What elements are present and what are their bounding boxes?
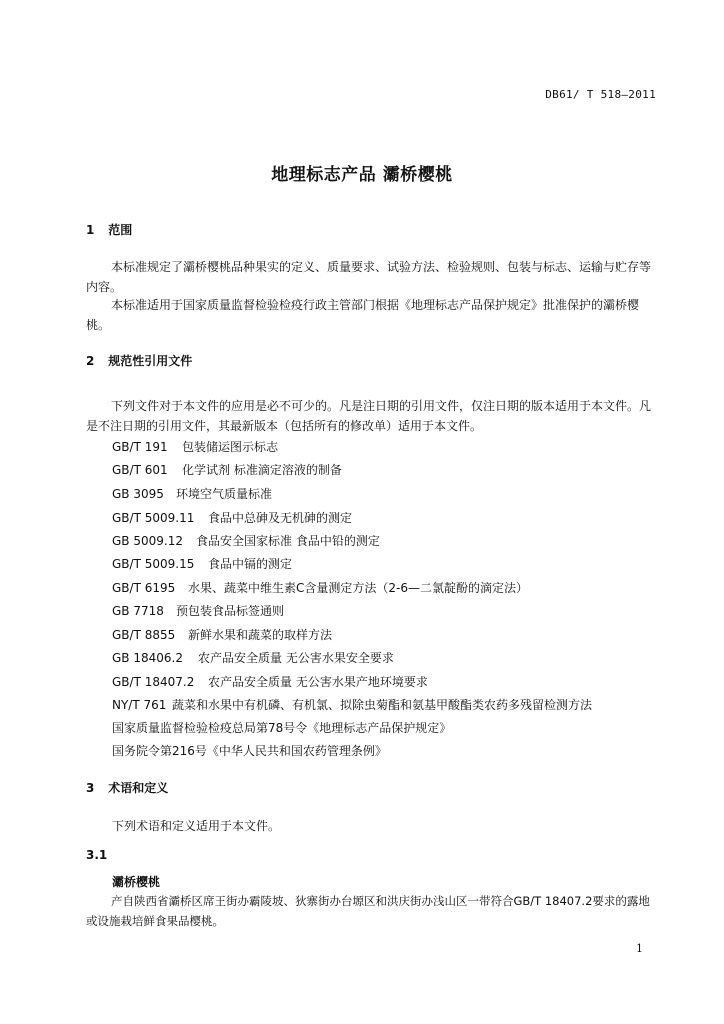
subsection-number: 3.1	[86, 848, 108, 862]
reference-title: 化学试剂 标准滴定溶液的制备	[182, 463, 342, 477]
reference-title: 预包装食品标签通则	[176, 604, 285, 618]
reference-title: 环境空气质量标准	[176, 487, 273, 501]
terms-intro: 下列术语和定义适用于本文件。	[112, 819, 281, 833]
term-name: 灞桥樱桃	[112, 875, 161, 889]
reference-item	[112, 578, 528, 598]
reference-title: 食品中总砷及无机砷的测定	[208, 511, 353, 525]
reference-code: GB 18406.2	[112, 651, 183, 665]
references-intro: 下列文件对于本文件的应用是必不可少的。凡是注日期的引用文件，仅注日期的版本适用于本文件。凡是不注日期的引用文件，其最新版本（包括所有的修改单）适用于本文件。	[86, 399, 652, 433]
section-title: 规范性引用文件	[108, 354, 193, 368]
reference-title: 农产品安全质量 无公害水果产地环境要求	[208, 675, 428, 689]
reference-item	[112, 460, 342, 480]
reference-code: GB/T 18407.2	[112, 675, 195, 689]
reference-item	[112, 625, 332, 645]
term-definition: 产自陕西省灞桥区席王街办霸陵坡、狄寨街办台塬区和洪庆街办浅山区一带符合GB/T 18407.2要求的露地或设施栽培鲜食果品樱桃。	[86, 894, 650, 928]
reference-title: 国家质量监督检验检疫总局第78号令《地理标志产品保护规定》	[112, 721, 452, 735]
section-title: 范围	[108, 223, 133, 237]
reference-title: 食品安全国家标准 食品中铅的测定	[196, 534, 380, 548]
reference-code: GB/T 191	[112, 440, 168, 454]
reference-code: GB/T 601	[112, 463, 168, 477]
reference-item	[112, 718, 451, 738]
reference-title: 国务院令第216号《中华人民共和国农药管理条例》	[112, 744, 387, 758]
section-number: 3	[86, 781, 95, 795]
reference-title: 食品中镉的测定	[208, 557, 293, 571]
scope-paragraph-2: 本标准适用于国家质量监督检验检疫行政主管部门根据《地理标志产品保护规定》批准保护的灞桥樱桃。	[86, 298, 640, 332]
reference-item	[112, 437, 278, 457]
reference-code: GB 7718	[112, 604, 164, 618]
reference-title: 包装储运图示标志	[182, 440, 279, 454]
reference-item	[112, 672, 428, 692]
reference-item	[112, 531, 380, 551]
reference-title: 水果、蔬菜中维生素C含量测定方法（2-6—二氯靛酚的滴定法）	[188, 581, 528, 595]
reference-code: GB/T 8855	[112, 628, 176, 642]
reference-item	[112, 601, 284, 621]
reference-item	[112, 508, 352, 528]
section-number: 1	[86, 223, 95, 237]
section-1-heading	[86, 221, 132, 238]
scope-paragraph-1: 本标准规定了灞桥樱桃品种果实的定义、质量要求、试验方法、检验规则、包装与标志、运输与贮存等内容。	[86, 260, 652, 294]
reference-title: 新鲜水果和蔬菜的取样方法	[188, 628, 333, 642]
reference-item	[112, 741, 387, 761]
page-number: 1	[636, 942, 643, 955]
standard-code: DB61/ T 518—2011	[545, 88, 656, 101]
section-2-heading	[86, 352, 192, 369]
document-title: 地理标志产品 灞桥樱桃	[271, 165, 453, 185]
reference-code: GB/T 5009.15	[112, 557, 195, 571]
reference-code: GB 3095	[112, 487, 164, 501]
reference-item	[112, 554, 292, 574]
reference-item	[112, 648, 394, 668]
reference-code: GB 5009.12	[112, 534, 183, 548]
section-3-heading	[86, 779, 168, 796]
reference-item	[112, 695, 592, 715]
reference-item	[112, 484, 272, 504]
reference-code: GB/T 5009.11	[112, 511, 195, 525]
reference-title: 农产品安全质量 无公害水果安全要求	[198, 651, 394, 665]
section-title: 术语和定义	[108, 781, 169, 795]
reference-code: GB/T 6195	[112, 581, 176, 595]
reference-code: NY/T 761	[112, 698, 167, 712]
reference-title: 蔬菜和水果中有机磷、有机氯、拟除虫菊酯和氨基甲酸酯类农药多残留检测方法	[172, 698, 593, 712]
section-number: 2	[86, 354, 95, 368]
